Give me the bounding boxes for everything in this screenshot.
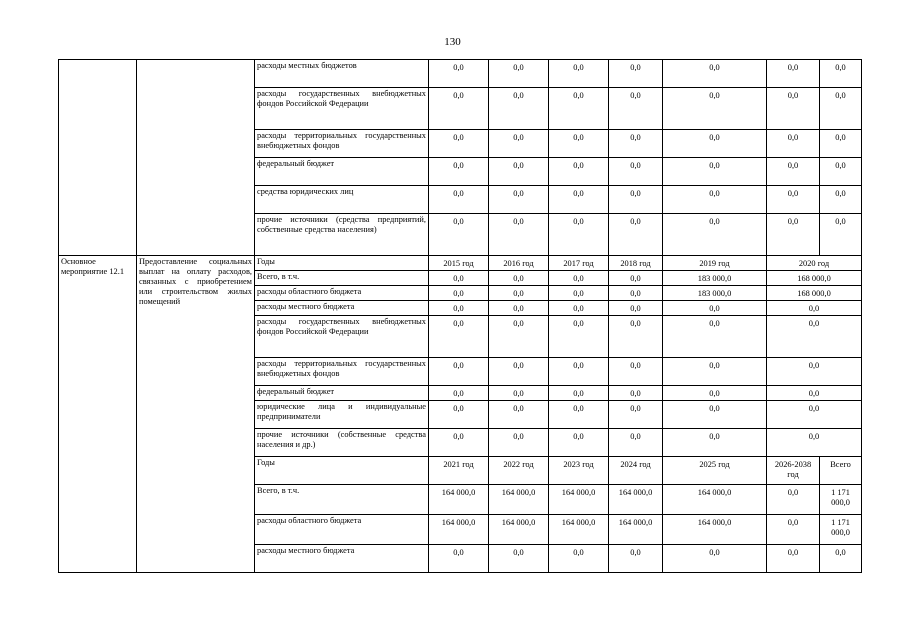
value-cell: 0,0: [549, 88, 609, 130]
value-cell: 0,0: [549, 301, 609, 316]
value-cell: 0,0: [549, 545, 609, 573]
value-cell: 0,0: [609, 429, 663, 457]
year-header: 2019 год: [663, 256, 767, 271]
year-header: 2016 год: [489, 256, 549, 271]
value-cell: 0,0: [609, 271, 663, 286]
year-header: Всего: [820, 457, 862, 485]
value-cell: 183 000,0: [663, 271, 767, 286]
value-cell: 0,0: [489, 60, 549, 88]
year-header: 2020 год: [767, 256, 862, 271]
empty-event-cell: [59, 60, 137, 256]
year-header: 2021 год: [429, 457, 489, 485]
value-cell: 0,0: [609, 401, 663, 429]
value-cell: 0,0: [767, 515, 820, 545]
event-description: Предоставление социальных выплат на оплату расходов, связанных с приобретением или строительством жилых помещений: [137, 256, 255, 573]
value-cell: 0,0: [549, 429, 609, 457]
source-label: расходы областного бюджета: [255, 286, 429, 301]
value-cell: 0,0: [767, 401, 862, 429]
value-cell: 0,0: [609, 386, 663, 401]
value-cell: 0,0: [429, 401, 489, 429]
value-cell: 0,0: [663, 214, 767, 256]
value-cell: 0,0: [429, 88, 489, 130]
event-name: Основное мероприятие 12.1: [59, 256, 137, 573]
source-label: расходы местного бюджета: [255, 545, 429, 573]
value-cell: 0,0: [767, 60, 820, 88]
value-cell: 0,0: [609, 88, 663, 130]
value-cell: 0,0: [663, 186, 767, 214]
value-cell: 164 000,0: [609, 485, 663, 515]
value-cell: 0,0: [549, 316, 609, 358]
value-cell: 164 000,0: [429, 515, 489, 545]
value-cell: 0,0: [820, 545, 862, 573]
years-label: Годы: [255, 256, 429, 271]
value-cell: 0,0: [663, 88, 767, 130]
source-label: прочие источники (собственные средства населения и др.): [255, 429, 429, 457]
value-cell: 0,0: [663, 429, 767, 457]
table-row: [59, 60, 862, 88]
value-cell: 0,0: [429, 214, 489, 256]
value-cell: 0,0: [429, 386, 489, 401]
value-cell: 0,0: [549, 158, 609, 186]
value-cell: 0,0: [767, 88, 820, 130]
value-cell: 0,0: [429, 186, 489, 214]
value-cell: 0,0: [609, 214, 663, 256]
value-cell: 0,0: [767, 485, 820, 515]
value-cell: 0,0: [429, 316, 489, 358]
value-cell: 168 000,0: [767, 286, 862, 301]
source-label: расходы местных бюджетов: [255, 60, 429, 88]
value-cell: 164 000,0: [663, 515, 767, 545]
source-label: Всего, в т.ч.: [255, 271, 429, 286]
value-cell: 0,0: [767, 130, 820, 158]
value-cell: 0,0: [489, 301, 549, 316]
value-cell: 0,0: [609, 358, 663, 386]
value-cell: 1 171 000,0: [820, 515, 862, 545]
value-cell: 0,0: [820, 60, 862, 88]
value-cell: 0,0: [429, 358, 489, 386]
value-cell: 0,0: [609, 158, 663, 186]
source-label: расходы государственных внебюджетных фондов Российской Федерации: [255, 316, 429, 358]
value-cell: 0,0: [489, 429, 549, 457]
year-header: 2025 год: [663, 457, 767, 485]
value-cell: 0,0: [767, 214, 820, 256]
value-cell: 0,0: [549, 386, 609, 401]
year-header: 2022 год: [489, 457, 549, 485]
source-label: юридические лица и индивидуальные предприниматели: [255, 401, 429, 429]
value-cell: 0,0: [609, 545, 663, 573]
value-cell: 164 000,0: [549, 485, 609, 515]
source-label: расходы территориальных государственных внебюджетных фондов: [255, 130, 429, 158]
value-cell: 0,0: [663, 386, 767, 401]
value-cell: 0,0: [663, 545, 767, 573]
value-cell: 0,0: [489, 545, 549, 573]
value-cell: 0,0: [820, 186, 862, 214]
value-cell: 183 000,0: [663, 286, 767, 301]
value-cell: 0,0: [609, 316, 663, 358]
year-header: 2015 год: [429, 256, 489, 271]
value-cell: 0,0: [767, 358, 862, 386]
years-header-row: [59, 256, 862, 271]
value-cell: 0,0: [609, 60, 663, 88]
source-label: прочие источники (средства предприятий, собственные средства населения): [255, 214, 429, 256]
value-cell: 168 000,0: [767, 271, 862, 286]
source-label: расходы местного бюджета: [255, 301, 429, 316]
financing-table: [58, 59, 862, 573]
value-cell: 0,0: [489, 401, 549, 429]
value-cell: 0,0: [489, 286, 549, 301]
value-cell: 164 000,0: [549, 515, 609, 545]
value-cell: 164 000,0: [609, 515, 663, 545]
value-cell: 0,0: [549, 214, 609, 256]
value-cell: 0,0: [549, 271, 609, 286]
value-cell: 0,0: [429, 545, 489, 573]
value-cell: 0,0: [609, 130, 663, 158]
source-label: расходы государственных внебюджетных фондов Российской Федерации: [255, 88, 429, 130]
value-cell: 164 000,0: [663, 485, 767, 515]
value-cell: 0,0: [609, 301, 663, 316]
source-label: расходы областного бюджета: [255, 515, 429, 545]
page-number: 130: [444, 36, 461, 48]
value-cell: 0,0: [767, 158, 820, 186]
value-cell: 1 171 000,0: [820, 485, 862, 515]
value-cell: 0,0: [429, 271, 489, 286]
value-cell: 0,0: [549, 286, 609, 301]
value-cell: 0,0: [549, 401, 609, 429]
value-cell: 0,0: [663, 316, 767, 358]
value-cell: 0,0: [820, 88, 862, 130]
value-cell: 0,0: [767, 301, 862, 316]
year-header: 2018 год: [609, 256, 663, 271]
value-cell: 0,0: [820, 158, 862, 186]
value-cell: 164 000,0: [489, 515, 549, 545]
years-label: Годы: [255, 457, 429, 485]
year-header: 2024 год: [609, 457, 663, 485]
value-cell: 0,0: [609, 286, 663, 301]
value-cell: 0,0: [663, 401, 767, 429]
value-cell: 0,0: [489, 186, 549, 214]
source-label: расходы территориальных государственных внебюджетных фондов: [255, 358, 429, 386]
value-cell: 0,0: [429, 60, 489, 88]
value-cell: 0,0: [429, 286, 489, 301]
value-cell: 0,0: [663, 158, 767, 186]
source-label: федеральный бюджет: [255, 386, 429, 401]
value-cell: 0,0: [767, 186, 820, 214]
value-cell: 0,0: [663, 60, 767, 88]
value-cell: 0,0: [489, 271, 549, 286]
value-cell: 164 000,0: [429, 485, 489, 515]
value-cell: 0,0: [767, 545, 820, 573]
value-cell: 0,0: [663, 301, 767, 316]
value-cell: 0,0: [663, 358, 767, 386]
value-cell: 0,0: [429, 158, 489, 186]
value-cell: 0,0: [489, 88, 549, 130]
source-label: федеральный бюджет: [255, 158, 429, 186]
value-cell: 0,0: [549, 186, 609, 214]
value-cell: 0,0: [489, 158, 549, 186]
value-cell: 0,0: [663, 130, 767, 158]
source-label: Всего, в т.ч.: [255, 485, 429, 515]
year-header: 2017 год: [549, 256, 609, 271]
value-cell: 0,0: [820, 214, 862, 256]
year-header: 2023 год: [549, 457, 609, 485]
value-cell: 0,0: [767, 316, 862, 358]
value-cell: 0,0: [429, 429, 489, 457]
value-cell: 164 000,0: [489, 485, 549, 515]
value-cell: 0,0: [429, 130, 489, 158]
value-cell: 0,0: [489, 130, 549, 158]
value-cell: 0,0: [549, 130, 609, 158]
value-cell: 0,0: [429, 301, 489, 316]
value-cell: 0,0: [489, 214, 549, 256]
value-cell: 0,0: [549, 60, 609, 88]
value-cell: 0,0: [489, 358, 549, 386]
value-cell: 0,0: [489, 386, 549, 401]
year-header: 2026-2038 год: [767, 457, 820, 485]
value-cell: 0,0: [609, 186, 663, 214]
value-cell: 0,0: [767, 429, 862, 457]
empty-description-cell: [137, 60, 255, 256]
value-cell: 0,0: [767, 386, 862, 401]
value-cell: 0,0: [820, 130, 862, 158]
value-cell: 0,0: [489, 316, 549, 358]
source-label: средства юридических лиц: [255, 186, 429, 214]
value-cell: 0,0: [549, 358, 609, 386]
